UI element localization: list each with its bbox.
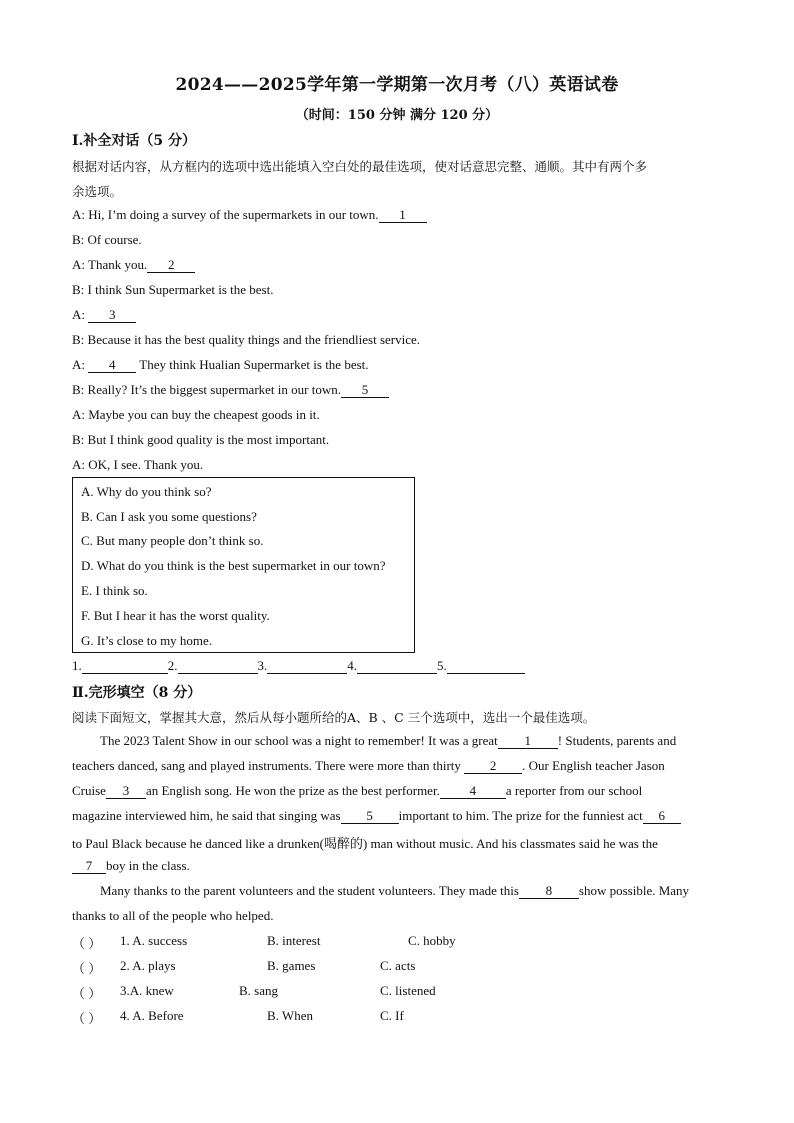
option-a: 1. A. success xyxy=(120,933,188,948)
section1-instruction: 根据对话内容，从方框内的选项中选出能填入空白处的最佳选项，使对话意思完整、通顺。其中有两个多 xyxy=(72,159,648,174)
dialogue-line: A: 3 xyxy=(72,307,136,323)
section1-heading: Ⅰ.补全对话（5 分） xyxy=(72,133,197,149)
dialogue-line: A: Hi, I’m doing a survey of the supermarkets in our town. 1 xyxy=(72,207,427,223)
options-box xyxy=(72,477,415,653)
answer-blank-4[interactable] xyxy=(357,659,437,674)
answer-paren[interactable]: （ ） xyxy=(72,986,102,1001)
answer-blank-3[interactable] xyxy=(267,659,347,674)
dialogue-line: B: Really? It’s the biggest supermarket in our town. 5 xyxy=(72,382,389,398)
passage-blank[interactable]: 6 xyxy=(643,809,681,824)
option-a: A. Why do you think so? xyxy=(81,484,212,499)
passage-blank[interactable]: 2 xyxy=(464,759,522,774)
question-row xyxy=(72,933,672,951)
question-row xyxy=(72,958,672,976)
option-b: B. sang xyxy=(239,983,278,998)
passage-line: teachers danced, sang and played instruments. There were more than thirty 2 . Our English teacher Jason xyxy=(72,758,665,773)
passage-line: thanks to all of the people who helped. xyxy=(72,908,274,923)
passage-blank[interactable]: 8 xyxy=(519,884,579,899)
dialogue-blank[interactable]: 4 xyxy=(88,358,136,373)
dialogue-line: B: I think Sun Supermarket is the best. xyxy=(72,282,274,297)
section2-heading: Ⅱ.完形填空（8 分） xyxy=(72,685,202,701)
passage-blank[interactable]: 4 xyxy=(440,784,506,799)
dialogue-blank[interactable]: 2 xyxy=(147,258,195,273)
option-a: 2. A. plays xyxy=(120,958,176,973)
dialogue-line: B: But I think good quality is the most important. xyxy=(72,432,330,447)
dialogue-line: B: Of course. xyxy=(72,232,142,247)
passage-line: Cruise 3 an English song. He won the prize as the best performer. 4 a reporter from our school xyxy=(72,783,643,798)
option-b: B. interest xyxy=(267,933,321,948)
passage-blank[interactable]: 5 xyxy=(341,809,399,824)
option-d: D. What do you think is the best supermarket in our town? xyxy=(81,558,386,573)
option-a: 4. A. Before xyxy=(120,1008,184,1023)
dialogue-blank[interactable]: 1 xyxy=(379,208,427,223)
option-c: C. listened xyxy=(380,983,436,998)
passage-blank[interactable]: 7 xyxy=(72,859,106,874)
passage-blank[interactable]: 3 xyxy=(106,784,146,799)
passage-line: 7 boy in the class. xyxy=(72,858,722,874)
answer-blank-5[interactable] xyxy=(447,659,525,674)
question-row xyxy=(72,983,672,1001)
passage-line: magazine interviewed him, he said that singing was 5 important to him. The prize for the funniest act 6 xyxy=(72,808,722,824)
option-c: C. acts xyxy=(380,958,416,973)
option-b: B. Can I ask you some questions? xyxy=(81,509,257,524)
option-c: C. If xyxy=(380,1008,404,1023)
option-a: 3.A. knew xyxy=(120,983,174,998)
option-f: F. But I hear it has the worst quality. xyxy=(81,608,270,623)
passage-line: Many thanks to the parent volunteers and the student volunteers. They made this 8 show possible. Many xyxy=(100,883,690,898)
answer-blank-1[interactable] xyxy=(82,659,168,674)
passage-line: The 2023 Talent Show in our school was a night to remember! It was a great 1 ! Students, parents and xyxy=(100,733,677,748)
answer-paren[interactable]: （ ） xyxy=(72,1011,102,1026)
option-g: G. It’s close to my home. xyxy=(81,633,213,648)
option-c: C. But many people don’t think so. xyxy=(81,533,264,548)
option-e: E. I think so. xyxy=(81,583,148,598)
exam-subtitle: （时间：150 分钟 满分 120 分） xyxy=(295,108,499,123)
answer-line: 1. 2. 3. 4. 5. xyxy=(72,658,525,674)
passage-blank[interactable]: 1 xyxy=(498,734,558,749)
dialogue-line: A: Maybe you can buy the cheapest goods in it. xyxy=(72,407,320,422)
page-title: 2024——2025学年第一学期第一次月考（八）英语试卷 xyxy=(175,75,619,95)
option-c: C. hobby xyxy=(408,933,456,948)
answer-blank-2[interactable] xyxy=(178,659,258,674)
answer-paren[interactable]: （ ） xyxy=(72,936,102,951)
section1-instruction-cont: 余选项。 xyxy=(72,184,123,199)
dialogue-line: A: 4 They think Hualian Supermarket is the best. xyxy=(72,357,369,372)
option-b: B. When xyxy=(267,1008,313,1023)
dialogue-line: B: Because it has the best quality things and the friendliest service. xyxy=(72,332,421,347)
question-row xyxy=(72,1008,672,1026)
section2-instruction: 阅读下面短文，掌握其大意，然后从每小题所给的A、B 、C 三个选项中，选出一个最佳选项。 xyxy=(72,710,596,725)
dialogue-blank[interactable]: 3 xyxy=(88,308,136,323)
dialogue-line: A: Thank you. 2 xyxy=(72,257,195,273)
answer-paren[interactable]: （ ） xyxy=(72,961,102,976)
option-b: B. games xyxy=(267,958,316,973)
passage-line: to Paul Black because he danced like a drunken(喝醉的) man without music. And his classmates said he was the xyxy=(72,836,658,851)
dialogue-blank[interactable]: 5 xyxy=(341,383,389,398)
dialogue-line: A: OK, I see. Thank you. xyxy=(72,457,204,472)
